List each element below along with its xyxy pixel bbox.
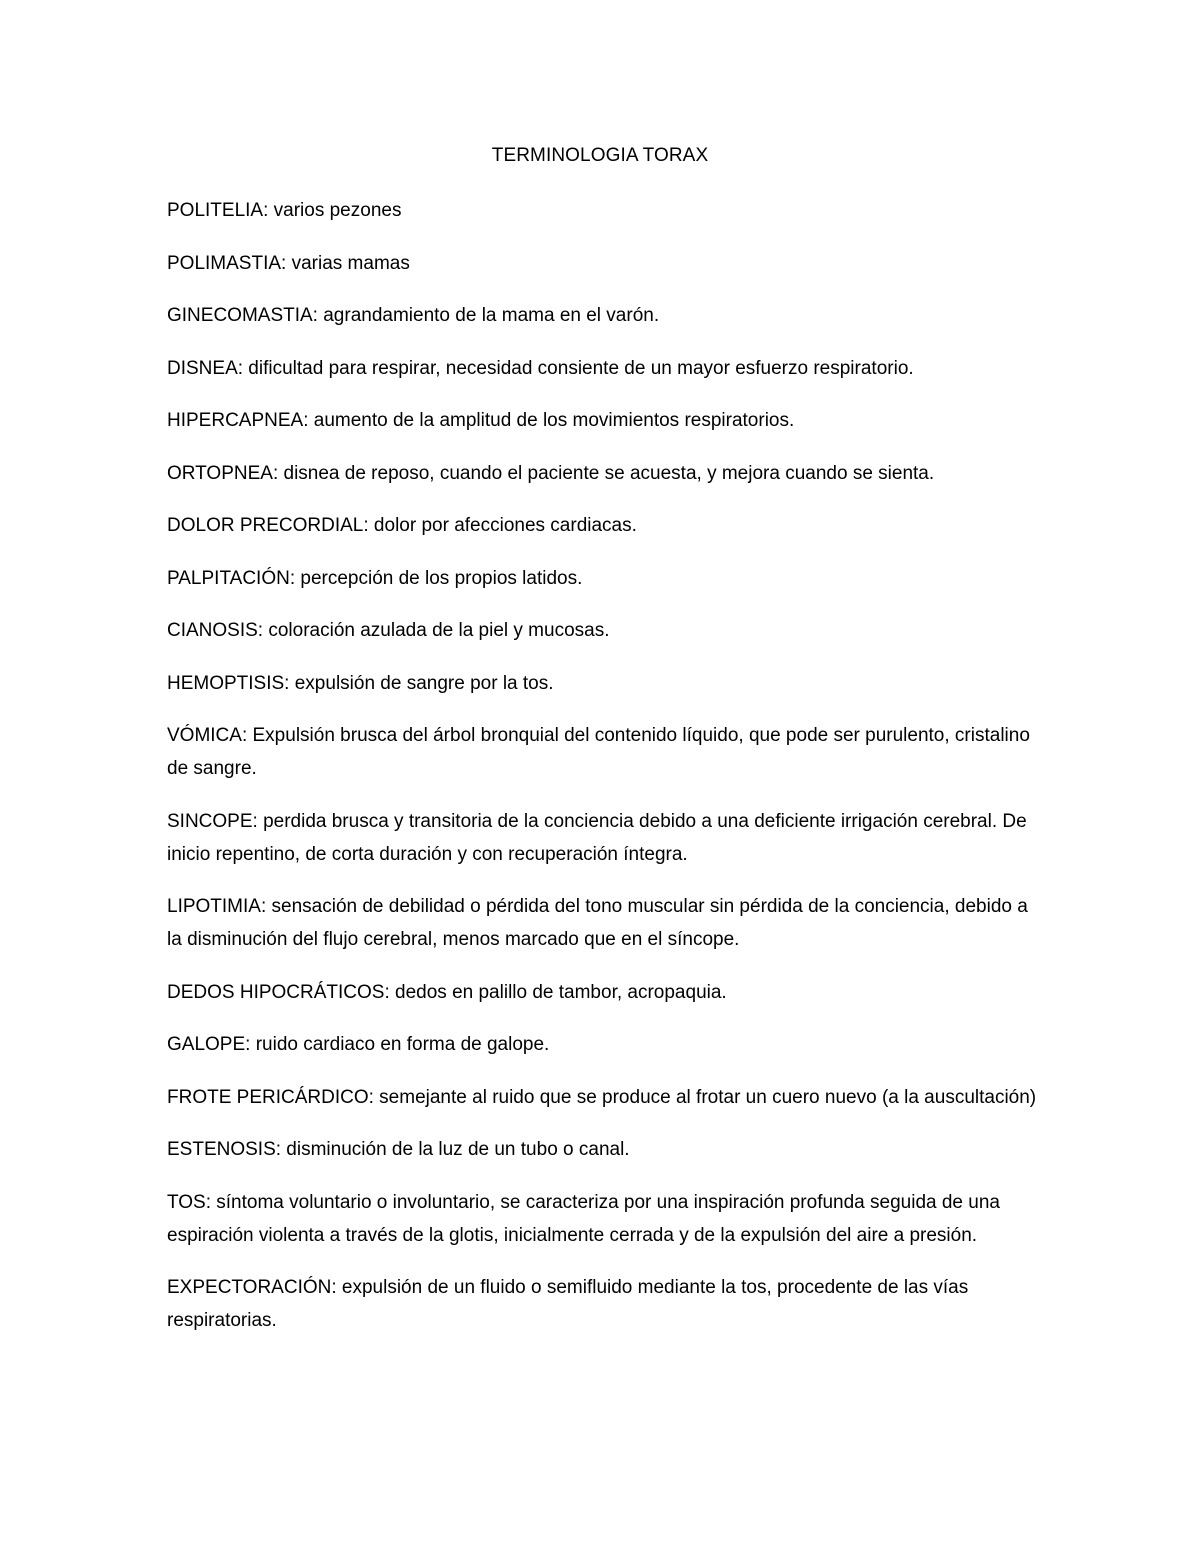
- term-entry-ginecomastia: GINECOMASTIA: agrandamiento de la mama en el varón.: [167, 305, 660, 326]
- term-entry-ortopnea: ORTOPNEA: disnea de reposo, cuando el paciente se acuesta, y mejora cuando se sienta.: [167, 462, 935, 484]
- term-entry-palpitacion: PALPITACIÓN: percepción de los propios latidos.: [167, 567, 583, 589]
- term-entry-lipotimia: LIPOTIMIA: sensación de debilidad o pérdida del tono muscular sin pérdida de la conciencia, debido a la disminución del flujo cerebral, menos marcado que en el síncope.: [167, 896, 1028, 950]
- term-entry-frote-pericardico: FROTE PERICÁRDICO: semejante al ruido que se produce al frotar un cuero nuevo (a la auscultación): [167, 1086, 1037, 1108]
- term-entry-vomica: VÓMICA: Expulsión brusca del árbol bronquial del contenido líquido, que pode ser purulento, cristalino de sangre.: [167, 725, 1030, 779]
- term-entry-cianosis: CIANOSIS: coloración azulada de la piel y mucosas.: [167, 620, 610, 641]
- term-entry-hemoptisis: HEMOPTISIS: expulsión de sangre por la tos.: [167, 672, 554, 694]
- term-entry-tos: TOS: síntoma voluntario o involuntario, se caracteriza por una inspiración profunda seguida de una espiración violenta a través de la glotis, inicialmente cerrada y de la expulsión del aire a presión.: [167, 1191, 1000, 1246]
- term-entry-expectoracion: EXPECTORACIÓN: expulsión de un fluido o semifluido mediante la tos, procedente de las vías respiratorias.: [167, 1277, 969, 1331]
- term-entry-polimastia: POLIMASTIA: varias mamas: [167, 252, 410, 274]
- term-entry-estenosis: ESTENOSIS: disminución de la luz de un tubo o canal.: [167, 1139, 630, 1160]
- term-entry-dedos-hipocraticos: DEDOS HIPOCRÁTICOS: dedos en palillo de tambor, acropaquia.: [167, 981, 727, 1003]
- term-entry-hipercapnea: HIPERCAPNEA: aumento de la amplitud de los movimientos respiratorios.: [167, 410, 795, 431]
- document-title: TERMINOLOGIA TORAX: [491, 145, 709, 166]
- term-entry-disnea: DISNEA: dificultad para respirar, necesidad consiente de un mayor esfuerzo respiratorio.: [167, 357, 914, 379]
- term-entry-galope: GALOPE: ruido cardiaco en forma de galope.: [167, 1034, 550, 1055]
- term-entry-dolor-precordial: DOLOR PRECORDIAL: dolor por afecciones cardiacas.: [167, 515, 637, 536]
- term-list: [167, 194, 1047, 1357]
- term-entry-sincope: SINCOPE: perdida brusca y transitoria de la conciencia debido a una deficiente irrigación cerebral. De inicio repentino, de corta duración y con recuperación íntegra.: [167, 810, 1027, 865]
- term-entry-politelia: POLITELIA: varios pezones: [167, 200, 402, 221]
